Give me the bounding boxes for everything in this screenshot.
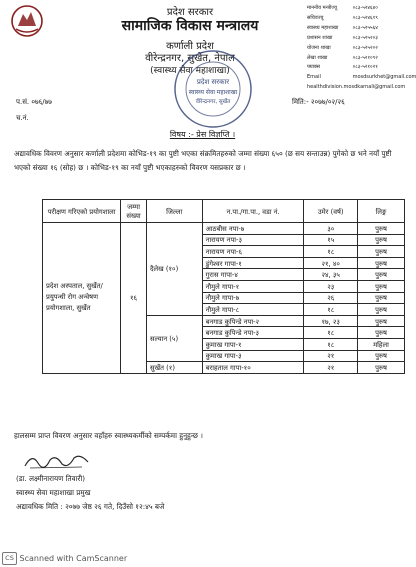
place-cell: आठबीस नपा-७ [202, 223, 304, 235]
contact-value: ०८३-५२५२०३ [352, 34, 378, 41]
contact-row [307, 73, 416, 83]
contact-label: लेखा शाखा [307, 54, 328, 61]
place-cell: नौमुले गापा-७ [202, 292, 304, 304]
place-cell: कुमाख गापा-३ [202, 350, 304, 362]
contact-row [307, 14, 403, 24]
district-cell: सुर्खेत (१) [146, 362, 202, 374]
district-cell: दैलेख (१०) [146, 223, 202, 316]
column-header: परीक्षण गरिएको प्रयोगशाला [43, 200, 121, 223]
age-cell: १७, २३ [304, 315, 358, 327]
sex-cell: पुरुष [358, 327, 405, 339]
nepal-emblem-icon [10, 4, 44, 38]
subject-line: विषय :- प्रेस विज्ञप्ति । [169, 130, 236, 139]
age-cell: १५ [304, 234, 358, 246]
place-cell: कुमाख गापा-१ [202, 338, 304, 350]
contact-row [307, 4, 403, 14]
contact-value: ०८३-५२४६१९ [352, 14, 378, 21]
age-cell: १८ [304, 338, 358, 350]
ref-number: प.सं. ०७६/७७ [16, 98, 52, 106]
contact-row [307, 24, 403, 34]
contact-value: ०८३-५२५५६४ [352, 24, 378, 31]
sex-cell: पुरुष [358, 280, 405, 292]
dispatch-number: च.नं. [16, 114, 29, 122]
contact-label: माननीय मन्त्रीज्यू [307, 5, 338, 11]
place-cell: बनगाड कुपिन्डे नपा-२ [202, 315, 304, 327]
sex-cell: पुरुष [358, 234, 405, 246]
scanner-watermark [0, 552, 405, 567]
contact-row [307, 63, 403, 73]
column-header: जम्मा संख्या [121, 200, 147, 223]
contact-value: healthdivision.mosdkarnali@gmail.com [307, 84, 406, 91]
age-cell: ३० [304, 223, 358, 235]
table-header-row [43, 200, 405, 223]
column-header: उमेर (वर्ष) [304, 200, 358, 223]
contact-value: ०८३-५२४६४० [352, 5, 378, 11]
column-header: न.पा./गा.पा., वडा नं. [202, 200, 304, 223]
contact-label: Email [307, 74, 321, 81]
stamp-text: प्रदेश सरकार [196, 78, 230, 86]
table-row [43, 223, 405, 235]
update-timestamp: अद्यावधिक मिति : २०७७ जेष्ठ २६ गते, दिउँसो १२:४५ बजे [16, 502, 165, 511]
contact-label: प्रशासन शाखा [307, 34, 333, 41]
column-header: जिल्ला [146, 200, 202, 223]
sex-cell: पुरुष [358, 292, 405, 304]
signature-icon [22, 450, 92, 472]
sex-cell: पुरुष [358, 246, 405, 258]
contact-value: mosdsurkhet@gmail.com [352, 74, 416, 81]
body-paragraph: अद्यावधिक विवरण अनुसार कर्णाली प्रदेशमा कोभिड-१९ का पुष्टी भएका संक्रमितहरुको जम्मा संख्या ६५० (छ सय सन्ताउन्न) पुगेको छ भने नयाँ पुष्टी भएको संख्या १६ (सोह) छ । कोभिड-१९ का नयाँ पुष्टी भएकाहरुको विवरण यसप्रकार छ । [14, 149, 392, 172]
age-cell: १८ [304, 304, 358, 316]
contact-label: स्वास्थ्य महाशाखा [307, 24, 339, 31]
header-city: वीरेन्द्रनगर, सुर्खेत, नेपाल [145, 53, 235, 64]
camscanner-logo-icon: CS [2, 552, 17, 565]
letter-date: मिति:- २०७७/०२/२६ [292, 98, 345, 106]
header-government: प्रदेश सरकार [166, 7, 214, 18]
lab-name-cell: प्रदेश अस्पताल, सुर्खेत/ प्रयुपन्धी रोग अन्वेषण प्रयोगशाला, सुर्खेत [43, 223, 121, 374]
contact-row [307, 54, 403, 64]
signatory-name: (डा. लक्ष्मीनारायण तिवारी) [16, 474, 86, 483]
office-stamp-icon [172, 48, 254, 130]
age-cell: २१ [304, 362, 358, 374]
age-cell: २१, ४० [304, 257, 358, 269]
sex-cell: पुरुष [358, 257, 405, 269]
stamp-text: वीरेन्द्रनगर, सुर्खेत [195, 99, 231, 105]
header-province: कर्णाली प्रदेश [166, 41, 214, 52]
place-cell: गुरास गापा-४ [202, 269, 304, 281]
contact-note: हालसम्म प्राप्त विवरण अनुसार वहाँहरु स्वास्थ्यकर्मीको सम्पर्कमा हुनुहुन्छ । [14, 431, 203, 440]
contact-value: ०८३-५२५२०२ [352, 44, 378, 51]
age-cell: १८ [304, 327, 358, 339]
contact-value: ०८३-५२१०९२ [352, 54, 378, 61]
header-division: (स्वास्थ्य सेवा महाशाखा) [150, 66, 230, 76]
age-cell: १८ [304, 246, 358, 258]
column-header: लिङ्ग [358, 200, 405, 223]
district-cell: सल्यान (५) [146, 315, 202, 361]
contact-label: योजना शाखा [307, 44, 331, 51]
cases-table [42, 199, 405, 374]
contact-row [307, 44, 403, 54]
total-count-cell: १६ [121, 223, 147, 374]
age-cell: २४, ३५ [304, 269, 358, 281]
contact-label: सचिवज्यू [307, 14, 324, 21]
contact-value: ०८३-५२१०२१ [352, 64, 378, 71]
header-ministry: सामाजिक विकास मन्त्रालय [121, 18, 259, 34]
age-cell: २१ [304, 350, 358, 362]
sex-cell: पुरुष [358, 223, 405, 235]
place-cell: नौमुले गापा-८ [202, 304, 304, 316]
contact-row [307, 34, 403, 44]
signatory-title: स्वास्थ्य सेवा महाशाखा प्रमुख [16, 488, 91, 497]
sex-cell: महिला [358, 338, 405, 350]
place-cell: नौमुले गापा-१ [202, 280, 304, 292]
stamp-text: स्वास्थ्य सेवा महाशाखा [188, 89, 238, 96]
sex-cell: पुरुष [358, 350, 405, 362]
place-cell: बराहताल गापा-१० [202, 362, 304, 374]
sex-cell: पुरुष [358, 304, 405, 316]
place-cell: बनगाड कुपिन्डे नपा-३ [202, 327, 304, 339]
age-cell: २३ [304, 280, 358, 292]
age-cell: २६ [304, 292, 358, 304]
contact-label: फ्याक्स [307, 64, 320, 71]
scanner-text: Scanned with CamScanner [19, 554, 128, 563]
place-cell: नारायण नपा-३ [202, 234, 304, 246]
contact-row [307, 83, 406, 93]
place-cell: डुंगेश्वर गापा-१ [202, 257, 304, 269]
sex-cell: पुरुष [358, 362, 405, 374]
sex-cell: पुरुष [358, 269, 405, 281]
sex-cell: पुरुष [358, 315, 405, 327]
contact-list [307, 4, 416, 93]
place-cell: नारायण नपा-६ [202, 246, 304, 258]
